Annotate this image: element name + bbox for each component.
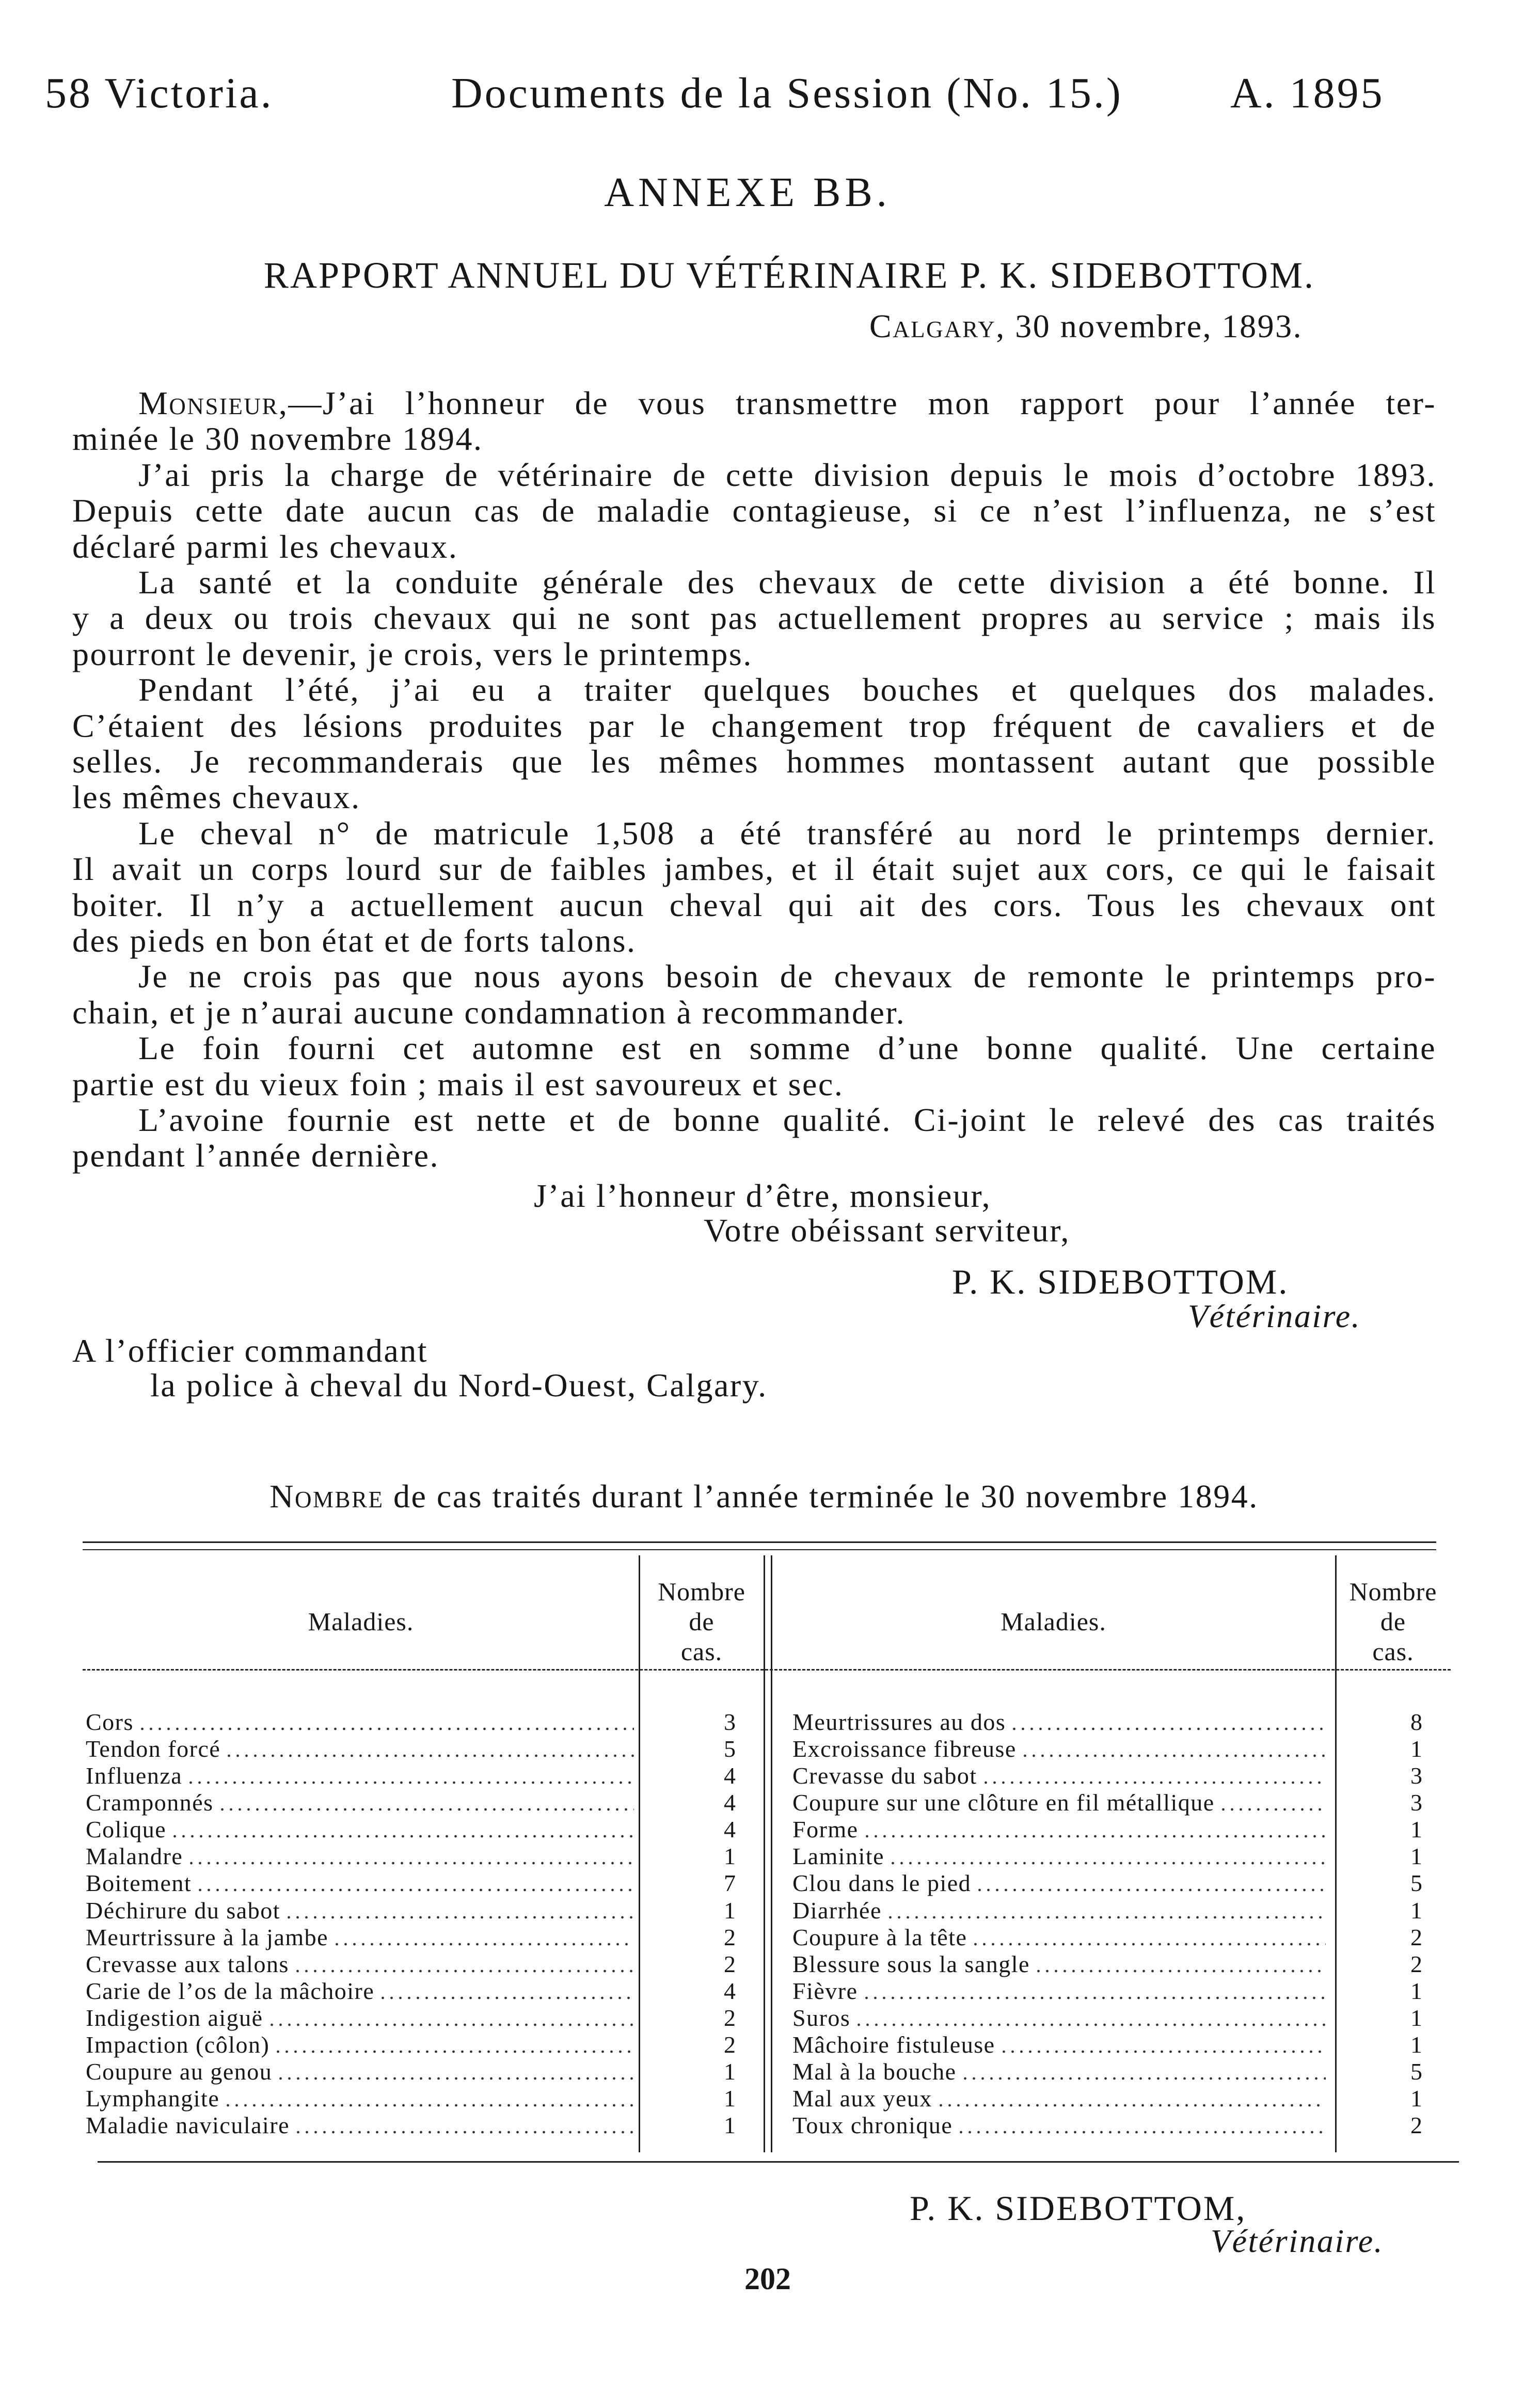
dateline-date: 30 novembre, 1893. [1015, 308, 1303, 344]
letter-line-text: Je ne crois pas que nous ayons besoin de chevaux de remonte le printemps pro- [138, 958, 1436, 995]
closing-greeting: J’ai l’honneur d’être, monsieur, [534, 1177, 992, 1214]
letter-line [72, 887, 1436, 923]
disease-cell [86, 1762, 636, 1789]
running-head-right: A. 1895 [1230, 69, 1385, 117]
disease-cell [86, 2085, 636, 2112]
letter-line-text: La santé et la conduite générale des chevaux de cette division a été bonne. Il [138, 564, 1436, 601]
case-count: 5 [1410, 1870, 1422, 1897]
disease-cell [792, 1924, 1328, 1951]
dot-leader [138, 1727, 634, 1730]
letter-line-text: C’étaient des lésions produites par le changement trop fréquent de cavaliers et de [72, 707, 1436, 744]
disease-cell [792, 1816, 1328, 1843]
disease-cell [792, 1762, 1328, 1789]
disease-name: Boitement [86, 1870, 192, 1897]
case-count: 7 [724, 1870, 736, 1897]
letter-line [72, 995, 1436, 1030]
running-head-center: Documents de la Session (No. 15.) [451, 69, 1123, 117]
disease-name: Influenza [86, 1762, 183, 1789]
disease-cell [86, 1978, 636, 2005]
letter-line-text: les mêmes chevaux. [72, 779, 361, 816]
header-count-right-line-1: Nombre [1349, 1577, 1437, 1606]
letter-line [72, 708, 1436, 744]
disease-name: Coupure à la tête [792, 1924, 967, 1950]
dot-leader [957, 2131, 1326, 2134]
disease-cell [792, 1951, 1328, 1978]
letter-line [138, 815, 1436, 851]
table-title-rest: de cas traités durant l’année terminée le 30 novembre 1894. [393, 1478, 1259, 1515]
disease-cell [86, 1736, 636, 1762]
disease-name: Coupure sur une clôture en fil métallique [792, 1789, 1215, 1816]
case-count: 1 [724, 1843, 736, 1870]
disease-cell [792, 1978, 1328, 2005]
disease-cell [86, 1870, 636, 1897]
dot-leader [196, 1888, 634, 1892]
disease-cell [86, 1897, 636, 1924]
disease-cell [86, 1951, 636, 1978]
header-count-right-line-2: de [1380, 1607, 1406, 1636]
header-disease-left: Maladies. [308, 1607, 414, 1636]
letter-line-text: —J’ai l’honneur de vous transmettre mon rapport pour l’année ter- [288, 385, 1436, 421]
table-top-rule [83, 1541, 1436, 1543]
disease-name: Laminite [792, 1843, 885, 1870]
letter-line-text: boiter. Il n’y a actuellement aucun cheval qui ait des cors. Tous les chevaux ont [72, 886, 1436, 923]
letter-line-text: des pieds en bon état et de forts talons. [72, 922, 637, 959]
disease-cell [792, 1709, 1328, 1736]
report-title: RAPPORT ANNUEL DU VÉTÉRINAIRE P. K. SIDEBOTTOM. [263, 255, 1315, 296]
disease-name: Forme [792, 1816, 859, 1843]
case-count: 3 [1410, 1762, 1422, 1789]
dot-leader [961, 2077, 1326, 2080]
case-count: 4 [724, 1762, 736, 1789]
letter-line-text: L’avoine fournie est nette et de bonne qualité. Ci-joint le relevé des cas traités [138, 1101, 1436, 1138]
disease-name: Mal à la bouche [792, 2058, 957, 2085]
dot-leader [854, 2023, 1326, 2026]
closing-signature: P. K. SIDEBOTTOM. [952, 1262, 1289, 1301]
dot-leader [862, 1996, 1326, 1999]
header-count-left-line-2: de [689, 1607, 715, 1636]
footer-title: Vétérinaire. [1211, 2223, 1384, 2259]
letter-line-text: Pendant l’été, j’ai eu a traiter quelques bouches et quelques dos malades. [138, 671, 1436, 708]
disease-cell [792, 2085, 1328, 2112]
dot-leader [971, 1943, 1326, 1946]
letter-line [72, 1066, 1436, 1102]
letter-line-text: Depuis cette date aucun cas de maladie contagieuse, si ce n’est l’influenza, ne s’est [72, 492, 1436, 529]
table-bottom-rule [98, 2161, 1459, 2163]
letter-line-text: selles. Je recommanderais que les mêmes hommes montassent autant que possible [72, 743, 1436, 780]
case-count: 2 [1410, 2112, 1422, 2139]
dot-leader [936, 2104, 1326, 2107]
letter-line [138, 457, 1436, 493]
annex-title: ANNEXE BB. [604, 170, 891, 215]
dot-leader [293, 1970, 634, 1973]
header-count-right-line-3: cas. [1372, 1637, 1414, 1666]
case-count: 1 [724, 1897, 736, 1924]
letter-line-text: chain, et je n’aurai aucune condamnation à recommander. [72, 994, 906, 1031]
disease-name: Tendon forcé [86, 1736, 221, 1762]
disease-name: Carie de l’os de la mâchoire [86, 1977, 375, 2004]
dot-leader [981, 1781, 1326, 1784]
letter-line [72, 600, 1436, 636]
case-count: 1 [1410, 1736, 1422, 1762]
case-count: 2 [724, 2031, 736, 2058]
case-count: 1 [724, 2085, 736, 2112]
case-count: 1 [724, 2058, 736, 2085]
disease-name: Cramponnés [86, 1789, 214, 1816]
letter-line [138, 564, 1436, 600]
case-count: 2 [1410, 1924, 1422, 1950]
addressee-line-2: la police à cheval du Nord-Ouest, Calgary. [150, 1367, 768, 1404]
dot-leader [863, 1835, 1326, 1838]
letter-line-text: pendant l’année dernière. [72, 1137, 440, 1174]
closing-valediction: Votre obéissant serviteur, [704, 1212, 1070, 1249]
table-title [83, 1478, 1446, 1514]
disease-name: Blessure sous la sangle [792, 1950, 1030, 1977]
letter-line-text: partie est du vieux foin ; mais il est savoureux et sec. [72, 1065, 844, 1102]
disease-name: Déchirure du sabot [86, 1897, 280, 1924]
letter-line [72, 923, 1436, 958]
dot-leader [187, 1862, 634, 1865]
column-divider-center-b [771, 1555, 772, 2152]
dot-leader [1219, 1808, 1326, 1811]
case-count: 2 [1410, 1950, 1422, 1977]
salutation: Monsieur, [138, 385, 289, 421]
dot-leader [284, 1916, 634, 1919]
disease-name: Maladie naviculaire [86, 2112, 290, 2139]
disease-name: Mâchoire fistuleuse [792, 2031, 995, 2058]
case-count: 1 [1410, 1897, 1422, 1924]
header-count-left-line-1: Nombre [658, 1577, 745, 1606]
letter-line-text: Le foin fourni cet automne est en somme d’une bonne qualité. Une certaine [138, 1030, 1436, 1067]
disease-cell [86, 1789, 636, 1816]
disease-name: Suros [792, 2004, 851, 2031]
disease-cell [86, 2031, 636, 2058]
disease-name: Excroissance fibreuse [792, 1736, 1017, 1762]
dot-leader [886, 1916, 1326, 1919]
header-separator [83, 1669, 1451, 1671]
letter-line [138, 1030, 1436, 1066]
dot-leader [1034, 1970, 1326, 1973]
dateline-place: Calgary, [869, 308, 1006, 344]
disease-cell [792, 1897, 1328, 1924]
disease-cell [792, 1870, 1328, 1897]
disease-cell [792, 2031, 1328, 2058]
disease-cell [86, 1709, 636, 1736]
disease-name: Meurtrissures au dos [792, 1709, 1006, 1735]
disease-cell [86, 1924, 636, 1951]
case-count: 4 [724, 1816, 736, 1843]
case-count: 3 [1410, 1789, 1422, 1816]
case-count: 8 [1410, 1709, 1422, 1735]
closing-title: Vétérinaire. [1188, 1298, 1361, 1334]
case-count: 2 [724, 2004, 736, 2031]
disease-name: Malandre [86, 1843, 183, 1870]
table-top-rule-inner [83, 1549, 1436, 1550]
disease-name: Diarrhée [792, 1897, 882, 1924]
letter-line [72, 493, 1436, 528]
disease-cell [792, 1843, 1328, 1870]
header-count-left [639, 1577, 764, 1666]
header-disease-right: Maladies. [1001, 1607, 1106, 1636]
disease-name: Crevasse du sabot [792, 1762, 977, 1789]
case-count: 5 [1410, 2058, 1422, 2085]
dot-leader [276, 2077, 634, 2080]
dot-leader [225, 1754, 634, 1757]
letter-line-text: J’ai pris la charge de vétérinaire de cette division depuis le mois d’octobre 1893. [138, 456, 1436, 493]
letter-line [72, 1138, 1436, 1173]
case-count: 1 [1410, 1816, 1422, 1843]
disease-name: Mal aux yeux [792, 2085, 932, 2112]
letter-line-text: minée le 30 novembre 1894. [72, 420, 483, 458]
dot-leader [999, 2050, 1326, 2053]
disease-name: Toux chronique [792, 2112, 953, 2139]
dot-leader [294, 2131, 634, 2134]
dot-leader [267, 2023, 634, 2026]
letter-line [138, 672, 1436, 707]
letter-line [72, 744, 1436, 779]
disease-name: Colique [86, 1816, 167, 1843]
dot-leader [1021, 1754, 1326, 1757]
case-count: 2 [724, 1950, 736, 1977]
table-title-lead: Nombre [269, 1478, 384, 1515]
dot-leader [888, 1862, 1326, 1865]
disease-name: Cors [86, 1709, 134, 1735]
dot-leader [186, 1781, 634, 1784]
disease-cell [792, 1789, 1328, 1816]
disease-name: Impaction (côlon) [86, 2031, 270, 2058]
letter-line-text: Le cheval n° de matricule 1,508 a été transféré au nord le printemps dernier. [138, 814, 1436, 852]
dot-leader [1010, 1727, 1326, 1730]
case-count: 3 [724, 1709, 736, 1735]
dot-leader [274, 2050, 634, 2053]
letter-line-text: y a deux ou trois chevaux qui ne sont pas actuellement propres au service ; mais ils [72, 600, 1436, 637]
disease-cell [86, 2058, 636, 2085]
letter-line-text: pourront le devenir, je crois, vers le printemps. [72, 635, 753, 672]
disease-name: Lymphangite [86, 2085, 220, 2112]
disease-cell [792, 2058, 1328, 2085]
page-number: 202 [744, 2262, 791, 2296]
disease-name: Crevasse aux talons [86, 1950, 289, 1977]
dot-leader [218, 1808, 634, 1811]
letter-line [72, 779, 1436, 815]
disease-cell [792, 2005, 1328, 2031]
running-head-left: 58 Victoria. [45, 69, 274, 117]
case-count: 5 [724, 1736, 736, 1762]
case-count: 2 [724, 1924, 736, 1950]
letter-line [72, 529, 1436, 564]
dot-leader [224, 2104, 634, 2107]
header-count-right [1336, 1577, 1451, 1666]
disease-name: Clou dans le pied [792, 1870, 972, 1897]
disease-name: Fièvre [792, 1977, 858, 2004]
letter-line-text: déclaré parmi les chevaux. [72, 528, 458, 565]
header-count-left-line-3: cas. [680, 1637, 723, 1666]
case-count: 1 [1410, 1843, 1422, 1870]
disease-cell [86, 1816, 636, 1843]
letter-line-text: Il avait un corps lourd sur de faibles jambes, et il était sujet aux cors, ce qui le faisait [72, 850, 1436, 888]
dot-leader [378, 1996, 634, 1999]
addressee-line-1: A l’officier commandant [72, 1332, 428, 1369]
letter-line [138, 385, 1436, 421]
case-count: 4 [724, 1977, 736, 2004]
letter-line [138, 1102, 1436, 1138]
case-count: 4 [724, 1789, 736, 1816]
dot-leader [170, 1835, 634, 1838]
disease-cell [86, 2112, 636, 2139]
disease-name: Meurtrissure à la jambe [86, 1924, 329, 1950]
disease-cell [792, 2112, 1328, 2139]
disease-cell [86, 1843, 636, 1870]
letter-line [138, 958, 1436, 994]
footer-signature: P. K. SIDEBOTTOM, [910, 2188, 1247, 2228]
letter-line [72, 421, 1436, 456]
letter-line [72, 636, 1436, 672]
dot-leader [975, 1888, 1326, 1892]
disease-name: Coupure au genou [86, 2058, 273, 2085]
letter-line [72, 851, 1436, 887]
disease-name: Indigestion aiguë [86, 2004, 263, 2031]
dateline [869, 308, 1303, 344]
disease-cell [86, 2005, 636, 2031]
case-count: 1 [724, 2112, 736, 2139]
disease-cell [792, 1736, 1328, 1762]
case-count: 1 [1410, 2031, 1422, 2058]
dot-leader [332, 1943, 634, 1946]
case-count: 1 [1410, 2085, 1422, 2112]
case-count: 1 [1410, 1977, 1422, 2004]
case-count: 1 [1410, 2004, 1422, 2031]
